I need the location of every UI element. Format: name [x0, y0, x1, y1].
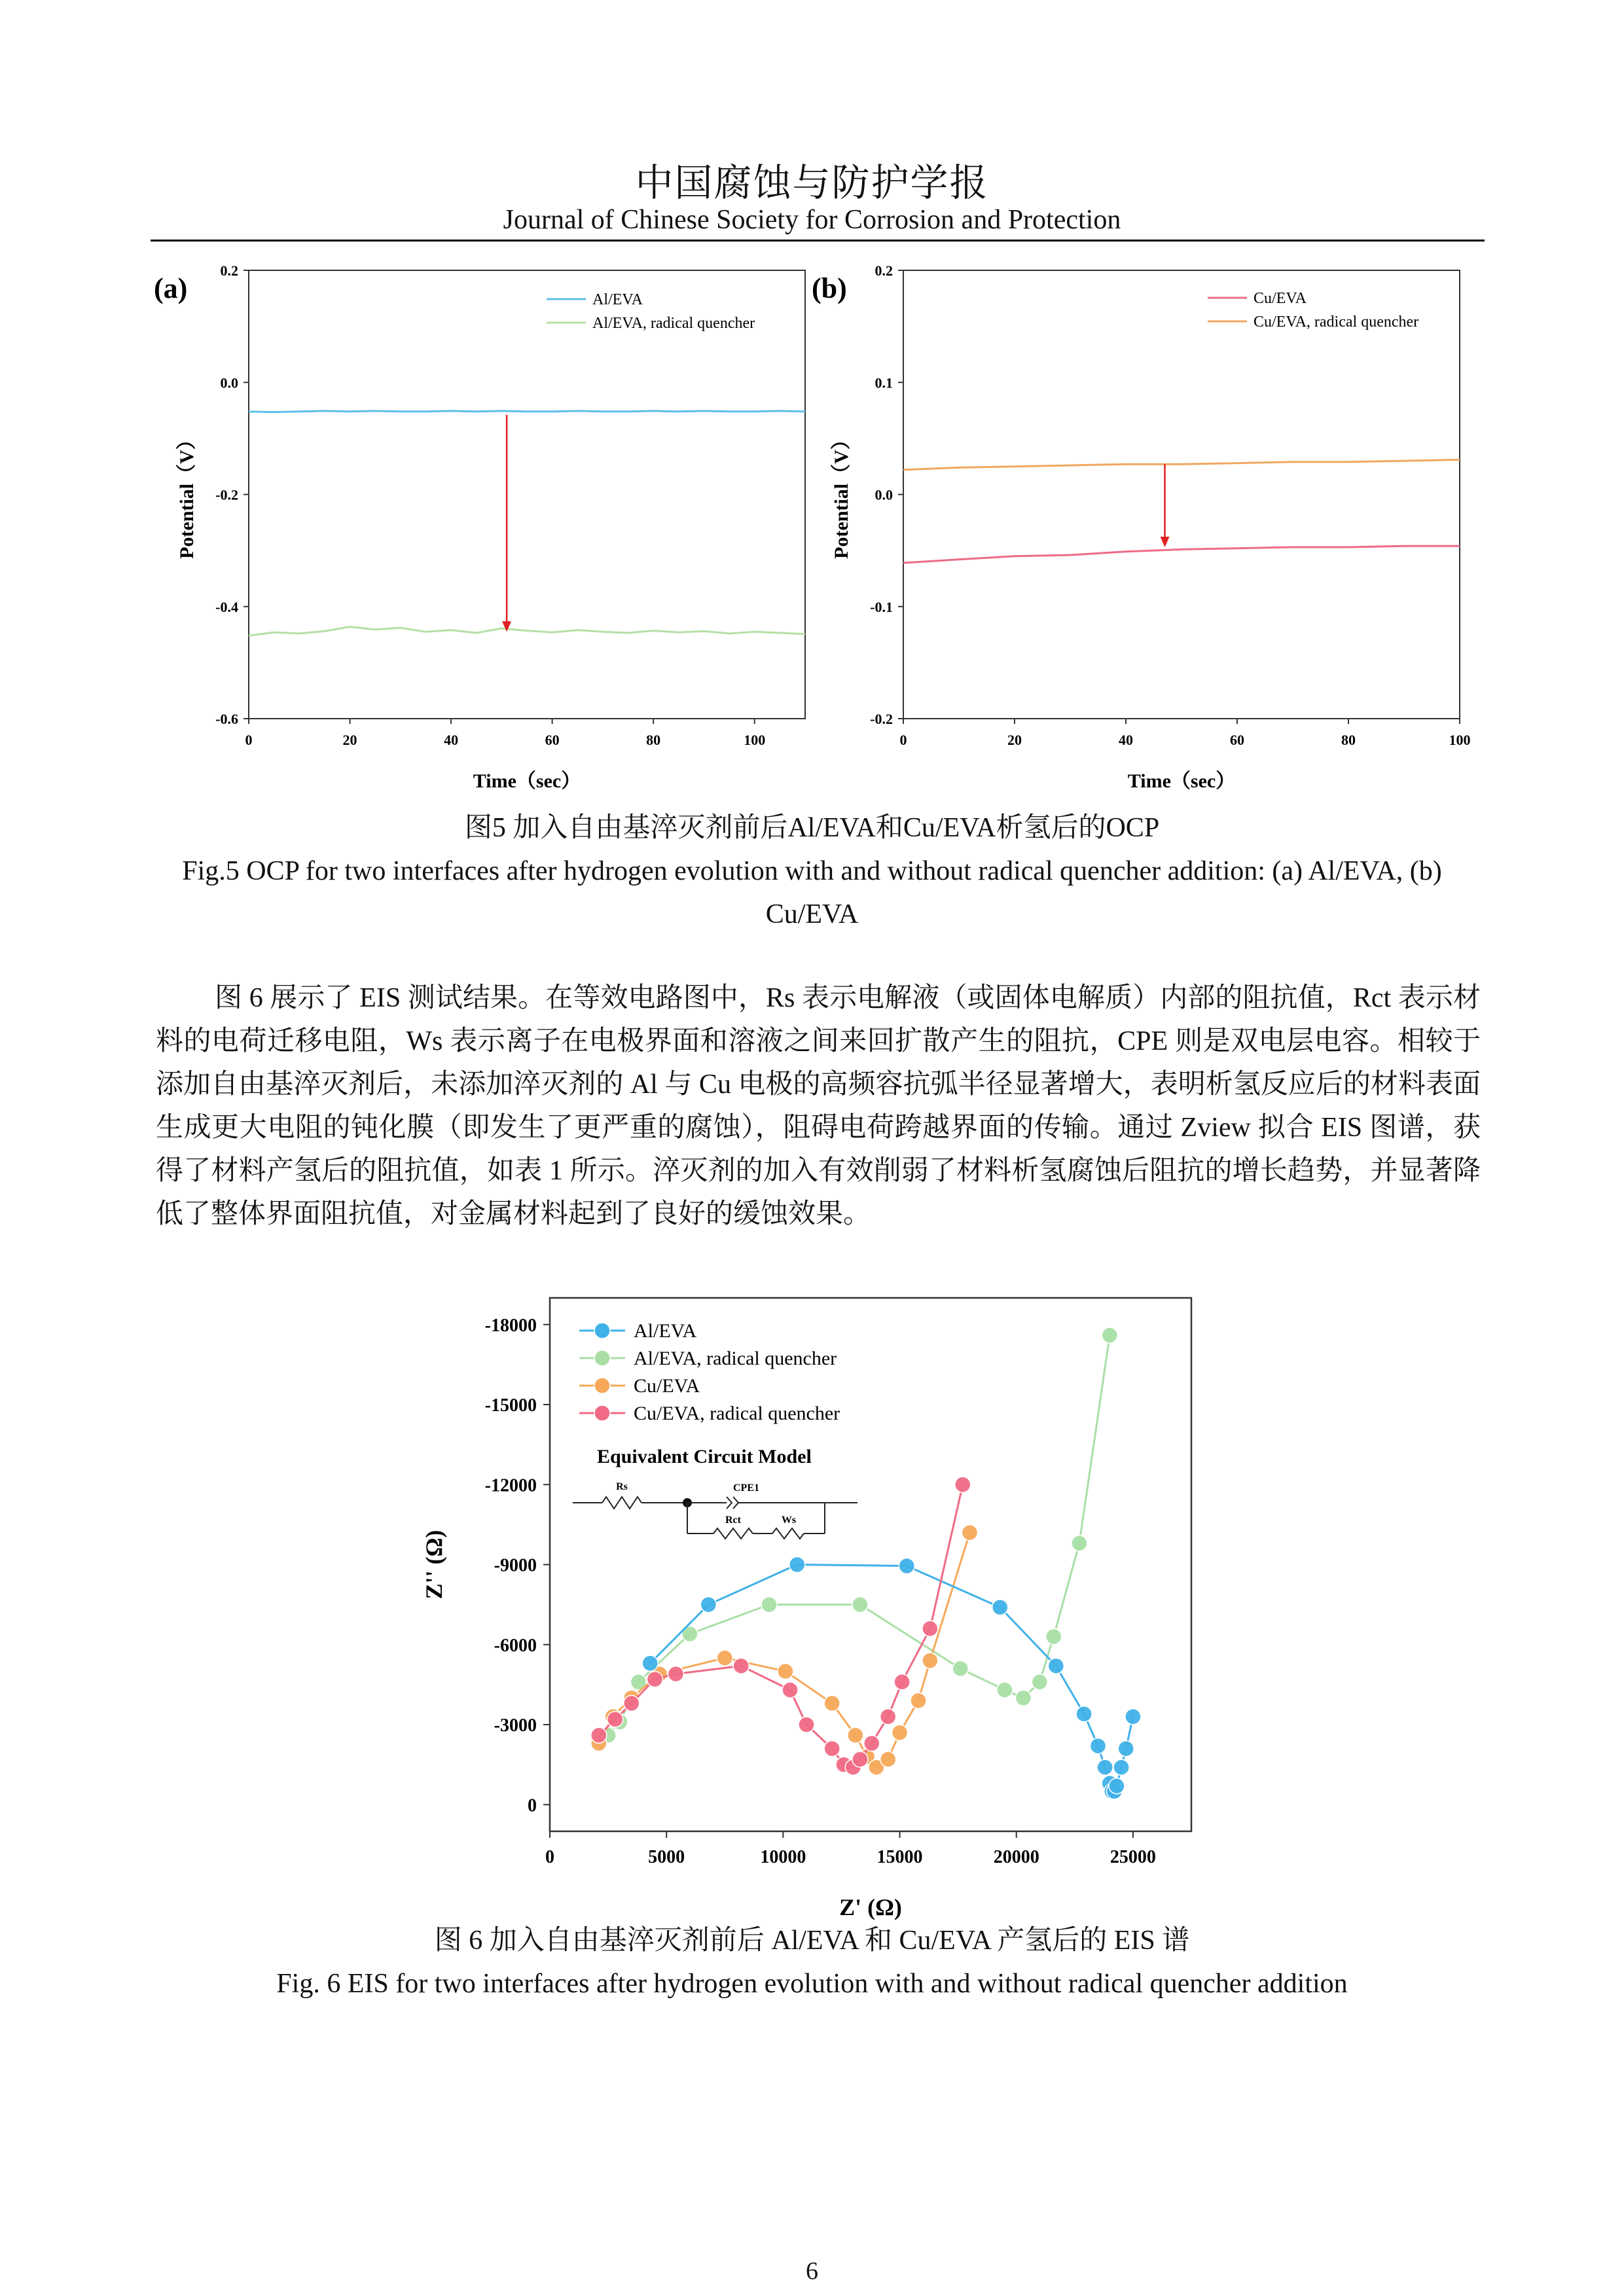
- data-point: [1102, 1327, 1117, 1343]
- label-cpe1: CPE1: [733, 1482, 759, 1494]
- resistor-rct: [713, 1528, 753, 1539]
- x-tick-label: 20000: [993, 1847, 1039, 1867]
- data-point: [880, 1709, 896, 1725]
- header-rule: [151, 240, 1485, 242]
- data-point: [591, 1727, 607, 1743]
- figure-5-caption-english-line1: Fig.5 OCP for two interfaces after hydrogen evolution with and without radical quencher addition: (a) Al/EVA, (b): [182, 856, 1442, 886]
- data-point: [1090, 1738, 1106, 1754]
- data-point: [642, 1655, 658, 1671]
- data-point: [864, 1736, 880, 1751]
- x-tick-label: 10000: [760, 1847, 806, 1867]
- data-point: [733, 1658, 749, 1674]
- data-point: [700, 1597, 716, 1613]
- legend-label-2: Cu/EVA, radical quencher: [1254, 314, 1419, 331]
- data-point: [1097, 1759, 1113, 1775]
- data-point: [1015, 1690, 1031, 1706]
- data-point: [607, 1712, 623, 1727]
- body-paragraph: 图 6 展示了 EIS 测试结果。在等效电路图中，Rs 表示电解液（或固体电解质）内部的阻抗值，Rct 表示材料的电荷迁移电阻，Ws 表示离子在电极界面和溶液之间来回扩散产生的阻抗，CPE 则是双电层电容。相较于添加自由基淬灭剂后，未添加淬灭剂的 Al 与 Cu 电极的高频容抗弧半径显著增大，表明析氢反应后的材料表面生成更大电阻的钝化膜（即发生了更严重的腐蚀），阻碍电荷跨越界面的传输。通过 Zview 拟合 EIS 图谱，获得了材料产氢后的阻抗值，如表 1 所示。淬灭剂的加入有效削弱了材料析氢腐蚀后阻抗的增长趋势，并显著降低了整体界面阻抗值，对金属材料起到了良好的缓蚀效果。: [156, 983, 1481, 1229]
- data-point: [717, 1650, 732, 1666]
- body-text: [156, 977, 1481, 1236]
- x-tick-label: 40: [1119, 732, 1133, 748]
- y-tick-label: -18000: [484, 1315, 537, 1336]
- journal-title-chinese: 中国腐蚀与防护学报: [635, 162, 989, 204]
- y-tick-label: 0.0: [875, 486, 893, 503]
- x-tick-label: 20: [342, 732, 357, 748]
- plot-frame: [903, 270, 1460, 719]
- x-tick-label: 5000: [648, 1847, 685, 1867]
- data-point: [892, 1725, 908, 1740]
- data-point: [1125, 1709, 1141, 1725]
- figure-6-eis-chart: [421, 1280, 1211, 1934]
- data-point: [1048, 1658, 1064, 1674]
- x-tick-label: 60: [1230, 732, 1244, 748]
- y-tick-label: -6000: [494, 1635, 537, 1656]
- y-axis-label: Potential（V）: [176, 430, 198, 559]
- data-point: [848, 1727, 863, 1743]
- x-tick-label: 60: [545, 732, 560, 748]
- inset-title: Equivalent Circuit Model: [597, 1446, 812, 1467]
- label-ws: Ws: [781, 1515, 797, 1526]
- x-tick-label: 100: [1449, 732, 1471, 748]
- cpe-element: [727, 1497, 732, 1509]
- legend-marker-4: [594, 1405, 610, 1421]
- x-axis-label: Z' (Ω): [839, 1894, 902, 1920]
- y-tick-label: 0.2: [875, 262, 893, 279]
- figure-6-caption-chinese: 图 6 加入自由基淬灭剂前后 Al/EVA 和 Cu/EVA 产氢后的 EIS 谱: [434, 1926, 1190, 1956]
- data-point: [799, 1717, 814, 1732]
- data-point: [1118, 1741, 1134, 1757]
- y-axis-label: Z'' (Ω): [421, 1530, 447, 1600]
- data-point: [668, 1666, 683, 1682]
- arrow-head: [502, 621, 511, 632]
- data-point: [824, 1741, 840, 1757]
- legend-label-1: Cu/EVA: [1254, 290, 1307, 307]
- panel-label: (a): [154, 272, 188, 304]
- data-point: [1113, 1759, 1129, 1775]
- legend-label-4: Cu/EVA, radical quencher: [634, 1403, 840, 1424]
- y-tick-label: -0.2: [215, 486, 238, 503]
- label-rs: Rs: [616, 1481, 628, 1492]
- y-tick-label: -12000: [484, 1475, 537, 1496]
- legend-marker-3: [594, 1378, 610, 1393]
- resistor-rs: [602, 1497, 641, 1509]
- y-tick-label: -15000: [484, 1395, 537, 1416]
- x-tick-label: 15000: [876, 1847, 923, 1867]
- data-point: [624, 1695, 640, 1711]
- eis-chart-group: [421, 1298, 1191, 1920]
- series-line-1: [903, 546, 1460, 563]
- label-rct: Rct: [725, 1515, 741, 1526]
- data-point: [992, 1600, 1008, 1615]
- figure-6-caption-english: Fig. 6 EIS for two interfaces after hydrogen evolution with and without radical quencher addition: [276, 1969, 1348, 1999]
- legend-label-1: Al/EVA: [592, 291, 643, 308]
- y-tick-label: 0.2: [220, 262, 238, 279]
- y-tick-label: -0.1: [870, 598, 893, 615]
- series-line-2: [249, 627, 805, 636]
- y-tick-label: -0.2: [870, 711, 893, 727]
- ocp-panel-a: [154, 262, 805, 792]
- series-line-2: [903, 459, 1460, 469]
- legend-label-2: Al/EVA, radical quencher: [592, 315, 755, 332]
- data-point: [778, 1664, 793, 1679]
- legend-label-2: Al/EVA, radical quencher: [634, 1348, 837, 1369]
- x-tick-label: 0: [899, 732, 907, 748]
- data-point: [911, 1693, 926, 1708]
- cpe-element: [733, 1497, 738, 1509]
- data-point: [894, 1674, 910, 1690]
- legend-marker-1: [594, 1323, 610, 1338]
- series-line-1: [249, 411, 805, 412]
- y-tick-label: -0.4: [215, 598, 238, 615]
- x-tick-label: 100: [744, 732, 766, 748]
- figure-5-caption-english-line2: Cu/EVA: [765, 899, 859, 929]
- x-tick-label: 40: [444, 732, 459, 748]
- x-axis-label: Time（sec）: [1127, 770, 1236, 792]
- x-tick-label: 25000: [1110, 1847, 1156, 1867]
- data-point: [647, 1672, 662, 1687]
- data-point: [761, 1597, 777, 1613]
- data-point: [1046, 1629, 1062, 1645]
- legend-marker-2: [594, 1350, 610, 1366]
- x-tick-label: 0: [245, 732, 253, 748]
- data-point: [1076, 1706, 1092, 1722]
- data-point: [952, 1660, 968, 1676]
- data-point: [824, 1695, 840, 1711]
- data-point: [962, 1525, 977, 1541]
- data-point: [922, 1621, 938, 1636]
- page-number: 6: [806, 2257, 818, 2285]
- data-point: [899, 1558, 914, 1574]
- legend-label-3: Cu/EVA: [634, 1375, 700, 1397]
- warburg-ws: [772, 1528, 804, 1539]
- data-point: [1109, 1778, 1125, 1794]
- data-point: [955, 1477, 971, 1492]
- series-line-4: [599, 1484, 963, 1767]
- figure-5-ocp-charts: [144, 252, 1492, 802]
- data-point: [997, 1682, 1013, 1698]
- data-point: [852, 1597, 868, 1613]
- equivalent-circuit-inset: [573, 1446, 857, 1539]
- y-tick-label: -9000: [494, 1555, 537, 1576]
- data-point: [782, 1682, 798, 1698]
- data-point: [1072, 1535, 1087, 1551]
- y-axis-label: Potential（V）: [831, 430, 852, 559]
- ocp-panel-b: [812, 262, 1471, 792]
- panel-label: (b): [812, 272, 847, 304]
- data-point: [852, 1751, 868, 1767]
- y-tick-label: -3000: [494, 1715, 537, 1736]
- journal-title-english: Journal of Chinese Society for Corrosion and Protection: [503, 205, 1121, 235]
- legend-label-1: Al/EVA: [634, 1320, 697, 1342]
- y-tick-label: 0.0: [220, 374, 238, 391]
- x-axis-label: Time（sec）: [473, 770, 581, 792]
- data-point: [880, 1751, 896, 1767]
- x-tick-label: 20: [1007, 732, 1022, 748]
- data-point: [922, 1653, 938, 1668]
- arrow-head: [1161, 537, 1170, 547]
- y-tick-label: 0: [528, 1795, 537, 1816]
- y-tick-label: -0.6: [215, 711, 238, 727]
- x-tick-label: 80: [646, 732, 661, 748]
- x-tick-label: 0: [545, 1847, 554, 1867]
- data-point: [789, 1557, 805, 1573]
- y-tick-label: 0.1: [875, 374, 893, 391]
- figure-5-caption-chinese: 图5 加入自由基淬灭剂前后Al/EVA和Cu/EVA析氢后的OCP: [464, 813, 1160, 843]
- plot-frame: [249, 270, 805, 719]
- data-point: [1032, 1674, 1047, 1690]
- x-tick-label: 80: [1341, 732, 1356, 748]
